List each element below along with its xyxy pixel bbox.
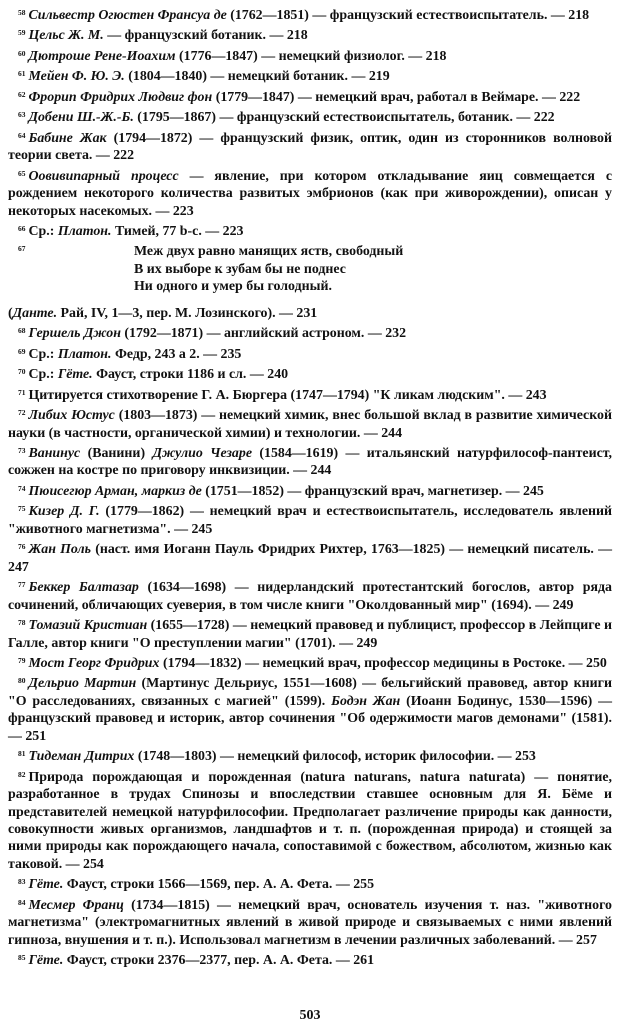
note-text: (1779—1847) — немецкий врач, работал в Веймаре. — 222 [212, 89, 581, 105]
italic-name: Мейен Ф. Ю. Э. [28, 69, 125, 85]
note-text: (Ванини) [80, 445, 153, 461]
italic-name: Гёте. [28, 877, 64, 893]
note-text: (1792—1871) — английский астроном. — 232 [120, 326, 407, 342]
note-text: (1794—1832) — немецкий врач, профессор медицины в Ростоке. — 250 [159, 655, 607, 671]
note-number: 59 [18, 28, 26, 38]
note-text: (1751—1852) — французский врач, магнетизер. — 245 [201, 483, 544, 499]
page-number: 503 [299, 1008, 321, 1023]
italic-name: Жан Поль [28, 542, 92, 558]
note-number: 77 [18, 580, 26, 590]
poem-line: $^{67}$ Меж двух равно манящих яств, свободный [18, 244, 404, 260]
note-text: (1804—1840) — немецкий ботаник. — 219 [124, 69, 390, 85]
italic-name: Бодэн Жан [331, 693, 401, 709]
note-number: 64 [18, 130, 26, 140]
endnote [8, 220, 612, 240]
italic-name: Либих Юстус [28, 408, 115, 424]
endnote [8, 766, 612, 874]
note-number: 72 [18, 408, 26, 418]
italic-name: Оовивипарный процесс [28, 168, 179, 184]
note-number: 81 [18, 749, 26, 759]
note-text: (Мартинус Дельриус, 1551—1608) — бельгийский правовед, автор книги "О расследованиях, связанных с магией" (1599). [8, 676, 612, 709]
italic-name: Добени Ш.-Ж.-Б. [28, 110, 134, 126]
note-text: Ср.: [28, 367, 58, 383]
italic-name: Джулио Чезаре [152, 445, 252, 461]
note-number: 80 [18, 676, 26, 686]
italic-name: Дельрио Мартин [28, 676, 137, 692]
italic-name: Гёте. [28, 953, 64, 969]
note-number: 78 [18, 618, 26, 628]
endnote [8, 127, 612, 165]
note-number: 73 [18, 445, 26, 455]
endnote [8, 363, 612, 383]
italic-name: Тидеман Дитрих [28, 749, 135, 765]
endnote [8, 614, 612, 652]
endnote [8, 745, 612, 765]
note-text: Фауст, строки 2376—2377, пер. А. А. Фета. — 261 [63, 953, 375, 969]
endnote [8, 652, 612, 672]
note-number: 65 [18, 168, 26, 178]
endnote [8, 106, 612, 126]
note-number: 84 [18, 897, 26, 907]
note-number: 76 [18, 542, 26, 552]
note-text: (1762—1851) — французский естествоиспытатель. — 218 [226, 8, 590, 23]
endnote [8, 672, 612, 745]
note-text: (1634—1698) — нидерландский протестантский богослов, автор ряда сочинений, обличающих суеверия, в том числе книги "Околдованный мир" (1694). — 249 [8, 580, 612, 613]
note-text: (1795—1867) — французский естествоиспытатель, ботаник. — 222 [133, 110, 555, 126]
note-text: Рай, IV, 1—3, пер. М. Лозинского). — 231 [57, 305, 318, 321]
italic-name: Ванинус [28, 445, 81, 461]
note-number: 85 [18, 953, 26, 963]
note-number: 61 [18, 69, 26, 79]
note-text: (1748—1803) — немецкий философ, историк философии. — 253 [134, 749, 536, 765]
endnote [8, 24, 612, 44]
note-number: 79 [18, 655, 26, 665]
endnote [8, 500, 612, 538]
italic-name: Гёте. [57, 367, 93, 383]
italic-name: Мост Георг Фридрих [28, 655, 160, 671]
note-text: (1794—1872) — французский физик, оптик, один из сторонников волновой теории света. — 222 [8, 130, 612, 164]
note-text: (1734—1815) — немецкий врач, основатель изучения т. наз. "животного магнетизма" (электромагнитных явлений в живой природе и связываемых с ними явлений гипноза, внушения и т. п.). Использовал магнетизм в лечении различных заболеваний. — 257 [8, 897, 613, 948]
endnote [8, 404, 612, 442]
note-number: 62 [18, 89, 26, 99]
note-number: 58 [18, 8, 26, 17]
endnote [8, 165, 612, 220]
endnote [8, 322, 612, 342]
poem-quote [8, 240, 612, 295]
endnotes [8, 4, 612, 970]
note-text: (1779—1862) — немецкий врач и естествоиспытатель, исследователь явлений "животного магнетизма". — 245 [8, 504, 612, 537]
note-text: Ср.: [28, 223, 58, 239]
note-number: 60 [18, 48, 26, 58]
note-text: Природа порождающая и порожденная (natura naturans, natura naturata) — понятие, разработанное в трудах Спинозы и впоследствии ставшее основным для Я. Бёме и представителей немецкой натурфилософии. Предполагает различение природы как данности, совокупности живых организмов, ландшафтов и т. п. (порожденная природа) и стоящей за ними природы как порождающего начала, сопоставимой с божеством, абсолютом, жизнью как таковой. — 254 [8, 769, 612, 872]
endnote [8, 873, 612, 893]
note-text: — явление, при котором откладывание яиц совмещается с рождением некоторого количества развитых эмбрионов (как при живорождении), описан у некоторых насекомых. — 223 [8, 168, 612, 219]
poem-source [8, 305, 612, 322]
poem-line: В их выборе к зубам бы не поднес [134, 261, 346, 277]
italic-name: Беккер Балтазар [28, 580, 139, 596]
italic-name: Гершель Джон [28, 326, 121, 342]
italic-name: Фрорип Фридрих Людвиг фон [28, 89, 213, 105]
poem-line: Ни одного и умер бы голодный. [134, 279, 332, 295]
endnote [8, 480, 612, 500]
endnote [8, 384, 612, 404]
note-number: 75 [18, 504, 26, 514]
note-number: 68 [18, 326, 26, 336]
endnotes-block-2 [8, 322, 612, 969]
note-text: — французский ботаник. — 218 [103, 28, 308, 44]
endnotes-block-1 [8, 4, 612, 240]
note-number: 70 [18, 367, 26, 377]
note-number: 71 [18, 387, 26, 397]
italic-name: Платон. [57, 223, 112, 239]
italic-name: Платон. [57, 346, 112, 362]
note-text: (1584—1619) — итальянский натурфилософ-пантеист, сожжен на костре по приговору инквизиции. — 244 [8, 445, 612, 479]
italic-name: Месмер Франц [28, 897, 124, 913]
endnote [8, 894, 612, 949]
italic-name: Кизер Д. Г. [28, 504, 100, 520]
endnote [8, 4, 612, 24]
note-text: (1776—1847) — немецкий физиолог. — 218 [175, 48, 447, 64]
italic-name: Бабине Жак [28, 130, 107, 146]
italic-name: Томазий Кристиан [28, 618, 148, 634]
note-text: Цитируется стихотворение Г. А. Бюргера (1747—1794) "К ликам людским". — 243 [28, 387, 547, 403]
note-text: (Иоанн Бодинус, 1530—1596) — французский правовед и историк, автор сочинения "Об одержимости магов демонами" (1581). — 251 [8, 693, 613, 744]
note-number: 63 [18, 110, 26, 120]
note-number: 66 [18, 223, 26, 233]
italic-name: Сильвестр Огюстен Франсуа де [28, 8, 227, 23]
note-text: Федр, 243 а 2. — 235 [111, 346, 242, 362]
note-text: (1655—1728) — немецкий правовед и публицист, профессор в Лейпциге и Галле, автор книги "О преступлении магии" (1701). — 249 [8, 618, 612, 651]
note-text: ( [8, 305, 13, 321]
endnote [8, 576, 612, 614]
note-text: (наст. имя Иоганн Пауль Фридрих Рихтер, 1763—1825) — немецкий писатель. — 247 [8, 542, 612, 575]
note-number: 69 [18, 346, 26, 356]
note-number: 74 [18, 483, 26, 493]
note-text: Фауст, строки 1186 и сл. — 240 [92, 367, 289, 383]
endnote [8, 65, 612, 85]
endnote [8, 86, 612, 106]
italic-name: Данте. [12, 305, 58, 321]
note-text: (1803—1873) — немецкий химик, внес большой вклад в развитие химической науки (в частности, органической химии) и технологии. — 244 [8, 408, 612, 441]
endnote [8, 442, 612, 480]
note-text: Фауст, строки 1566—1569, пер. А. А. Фета. — 255 [63, 877, 375, 893]
italic-name: Дютроше Рене-Иоахим [28, 48, 176, 64]
endnote [8, 45, 612, 65]
endnote [8, 949, 612, 969]
italic-name: Пюисегюр Арман, маркиз де [28, 483, 202, 499]
endnote [8, 538, 612, 576]
note-number: 83 [18, 877, 26, 887]
italic-name: Цельс Ж. М. [28, 28, 104, 44]
endnote [8, 343, 612, 363]
note-number: 67 [18, 244, 26, 254]
note-number: 82 [18, 769, 26, 779]
note-text: Ср.: [28, 346, 58, 362]
note-text: Тимей, 77 b-c. — 223 [111, 223, 244, 239]
